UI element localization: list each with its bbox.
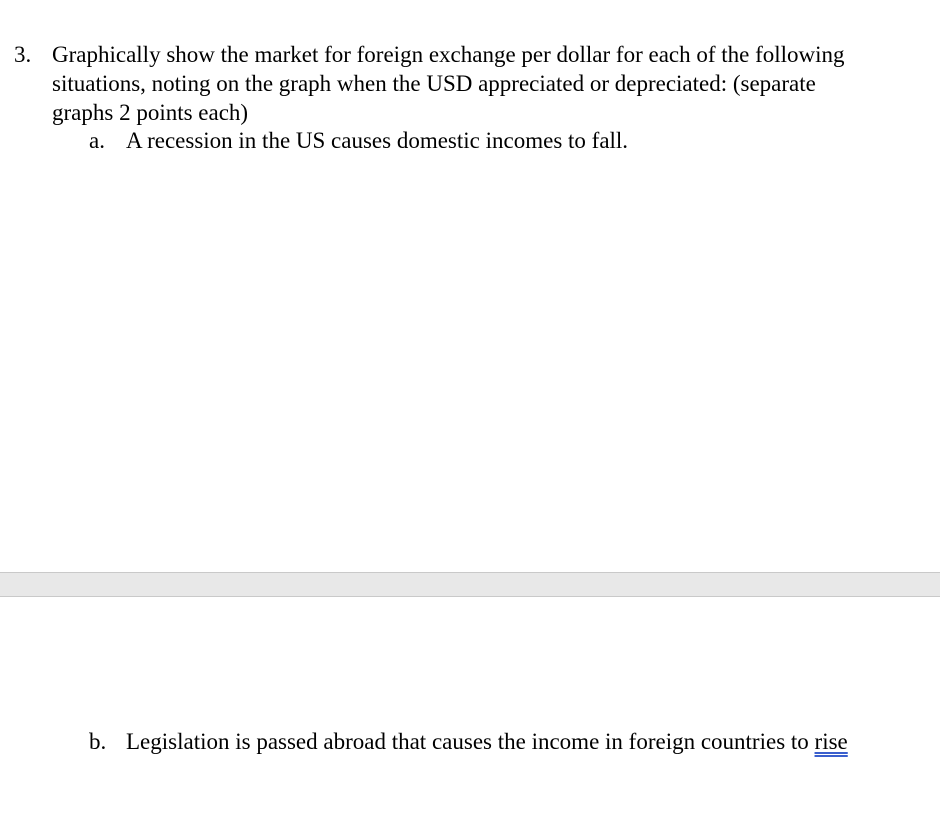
question-text — [52, 40, 932, 127]
question-line-2: situations, noting on the graph when the USD appreciated or depreciated: (separate — [52, 71, 816, 96]
spellcheck-flagged-word[interactable]: rise — [814, 729, 848, 754]
page-break — [0, 572, 940, 597]
part-a-label: a. — [89, 128, 105, 153]
part-b-text-main: Legislation is passed abroad that causes the income in foreign countries to — [126, 729, 815, 754]
part-a-text: A recession in the US causes domestic incomes to fall. — [126, 128, 629, 153]
question-number: 3. — [14, 42, 32, 67]
part-b-text — [126, 727, 848, 756]
part-b-label: b. — [89, 729, 107, 754]
document-page-2 — [0, 597, 940, 838]
question-line-1: Graphically show the market for foreign exchange per dollar for each of the following — [52, 42, 845, 67]
question-line-3: graphs 2 points each) — [52, 100, 249, 125]
